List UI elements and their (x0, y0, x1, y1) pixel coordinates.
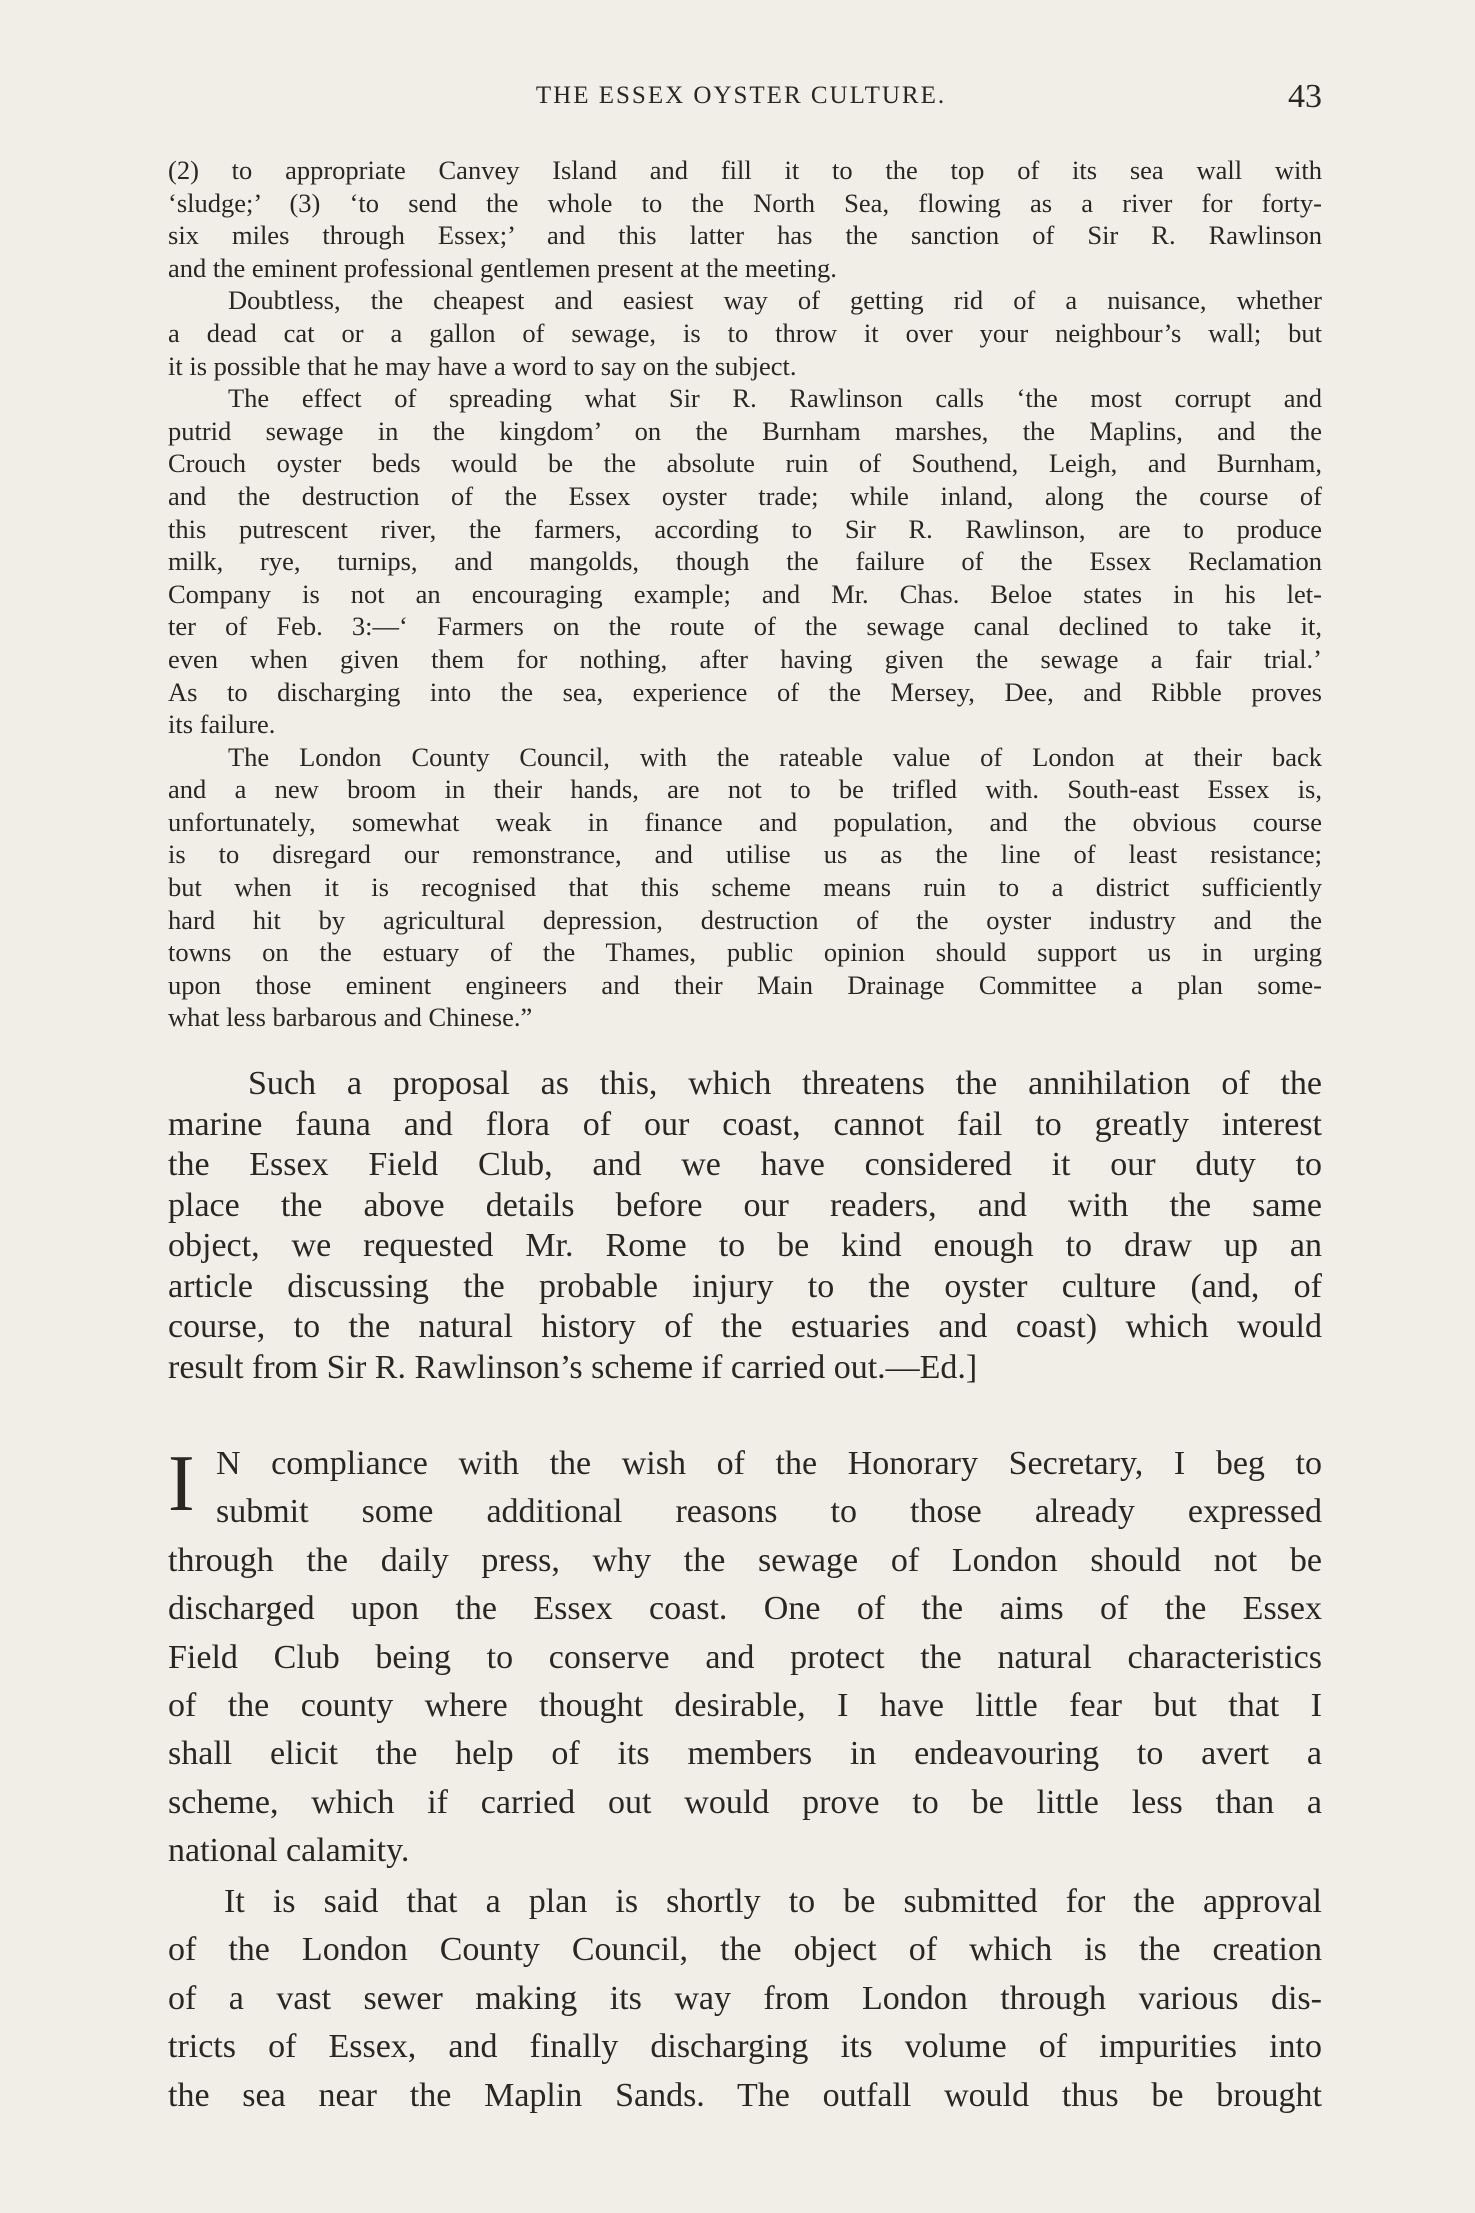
text-line: this putrescent river, the farmers, according to Sir R. Rawlinson, are to produce (168, 513, 1322, 544)
text-line: Field Club being to conserve and protect the natural characteristics (168, 1638, 1322, 1676)
page-header (160, 78, 1322, 128)
text-line: upon those eminent engineers and their Main Drainage Committee a plan some- (168, 969, 1322, 1000)
text-line: ‘sludge;’ (3) ‘to send the whole to the North Sea, flowing as a river for forty- (168, 187, 1322, 218)
article-paragraph-1 (168, 1440, 1322, 1876)
text-line: it is possible that he may have a word to say on the subject. (168, 350, 797, 381)
text-line: object, we requested Mr. Rome to be kind enough to draw up an (168, 1227, 1322, 1264)
text-line: hard hit by agricultural depression, destruction of the oyster industry and the (168, 904, 1322, 935)
text-line: submit some additional reasons to those already expressed (216, 1493, 1322, 1531)
text-line: ter of Feb. 3:—‘ Farmers on the route of the sewage canal declined to take it, (168, 611, 1322, 642)
text-line: course, to the natural history of the estuaries and coast) which would (168, 1308, 1322, 1345)
text-line: its failure. (168, 709, 276, 740)
text-line: place the above details before our readers, and with the same (168, 1186, 1322, 1224)
text-line: unfortunately, somewhat weak in finance and population, and the obvious course (168, 806, 1322, 837)
text-line: of the county where thought desirable, I have little fear but that I (168, 1686, 1322, 1724)
running-title: THE ESSEX OYSTER CULTURE. (535, 82, 947, 109)
page-number: 43 (1288, 78, 1322, 115)
text-line: discharged upon the Essex coast. One of the aims of the Essex (168, 1590, 1322, 1628)
quoted-letter (168, 154, 1322, 1034)
text-line: even when given them for nothing, after having given the sewage a fair trial.’ (168, 643, 1322, 674)
text-line: Company is not an encouraging example; and Mr. Chas. Beloe states in his let- (168, 578, 1322, 609)
text-line: marine fauna and flora of our coast, cannot fail to greatly interest (168, 1105, 1322, 1143)
text-line: national calamity. (168, 1832, 410, 1870)
text-line: a dead cat or a gallon of sewage, is to throw it over your neighbour’s wall; but (168, 317, 1322, 348)
text-line: As to discharging into the sea, experience of the Mersey, Dee, and Ribble proves (168, 676, 1322, 707)
text-line: shall elicit the help of its members in endeavouring to avert a (168, 1735, 1322, 1773)
text-line: the sea near the Maplin Sands. The outfall would thus be brought (168, 2076, 1322, 2114)
text-line: the Essex Field Club, and we have considered it our duty to (168, 1146, 1322, 1183)
text-line: result from Sir R. Rawlinson’s scheme if carried out.—Ed.] (168, 1348, 978, 1386)
text-line: what less barbarous and Chinese.” (168, 1002, 533, 1033)
text-line: It is said that a plan is shortly to be submitted for the approval (224, 1883, 1322, 1920)
text-line: putrid sewage in the kingdom’ on the Burnham marshes, the Maplins, and the (168, 415, 1322, 446)
text-line: towns on the estuary of the Thames, public opinion should support us in urging (168, 937, 1322, 968)
text-line: and a new broom in their hands, are not to be trifled with. South-east Essex is, (168, 774, 1322, 805)
text-line: is to disregard our remonstrance, and utilise us as the line of least resistance; (168, 839, 1322, 870)
article-paragraph-2 (168, 1878, 1322, 2120)
text-line: scheme, which if carried out would prove to be little less than a (168, 1783, 1322, 1821)
text-line: and the eminent professional gentlemen present at the meeting. (168, 252, 837, 283)
text-line: of the London County Council, the object of which is the creation (168, 1931, 1322, 1969)
text-line: Doubtless, the cheapest and easiest way of getting rid of a nuisance, whether (228, 285, 1322, 316)
text-line: (2) to appropriate Canvey Island and fill it to the top of its sea wall with (168, 155, 1322, 185)
text-line: article discussing the probable injury to the oyster culture (and, of (168, 1267, 1322, 1305)
text-line: milk, rye, turnips, and mangolds, though the failure of the Essex Reclamation (168, 546, 1322, 577)
drop-cap: I (168, 1440, 195, 1528)
text-line: of a vast sewer making its way from London through various dis- (168, 1979, 1322, 2017)
text-line: The effect of spreading what Sir R. Rawlinson calls ‘the most corrupt and (228, 383, 1322, 414)
editorial-note (168, 1064, 1322, 1388)
text-line: six miles through Essex;’ and this latter has the sanction of Sir R. Rawlinson (168, 220, 1322, 251)
text-line: Crouch oyster beds would be the absolute ruin of Southend, Leigh, and Burnham, (168, 448, 1322, 479)
text-line: and the destruction of the Essex oyster trade; while inland, along the course of (168, 480, 1322, 511)
text-line: N compliance with the wish of the Honorary Secretary, I beg to (216, 1445, 1322, 1482)
text-line: tricts of Essex, and finally discharging its volume of impurities into (168, 2028, 1322, 2066)
text-line: The London County Council, with the rateable value of London at their back (228, 741, 1322, 772)
text-line: Such a proposal as this, which threatens the annihilation of the (248, 1065, 1322, 1102)
text-line: through the daily press, why the sewage of London should not be (168, 1541, 1322, 1579)
text-line: but when it is recognised that this scheme means ruin to a district sufficiently (168, 872, 1322, 903)
